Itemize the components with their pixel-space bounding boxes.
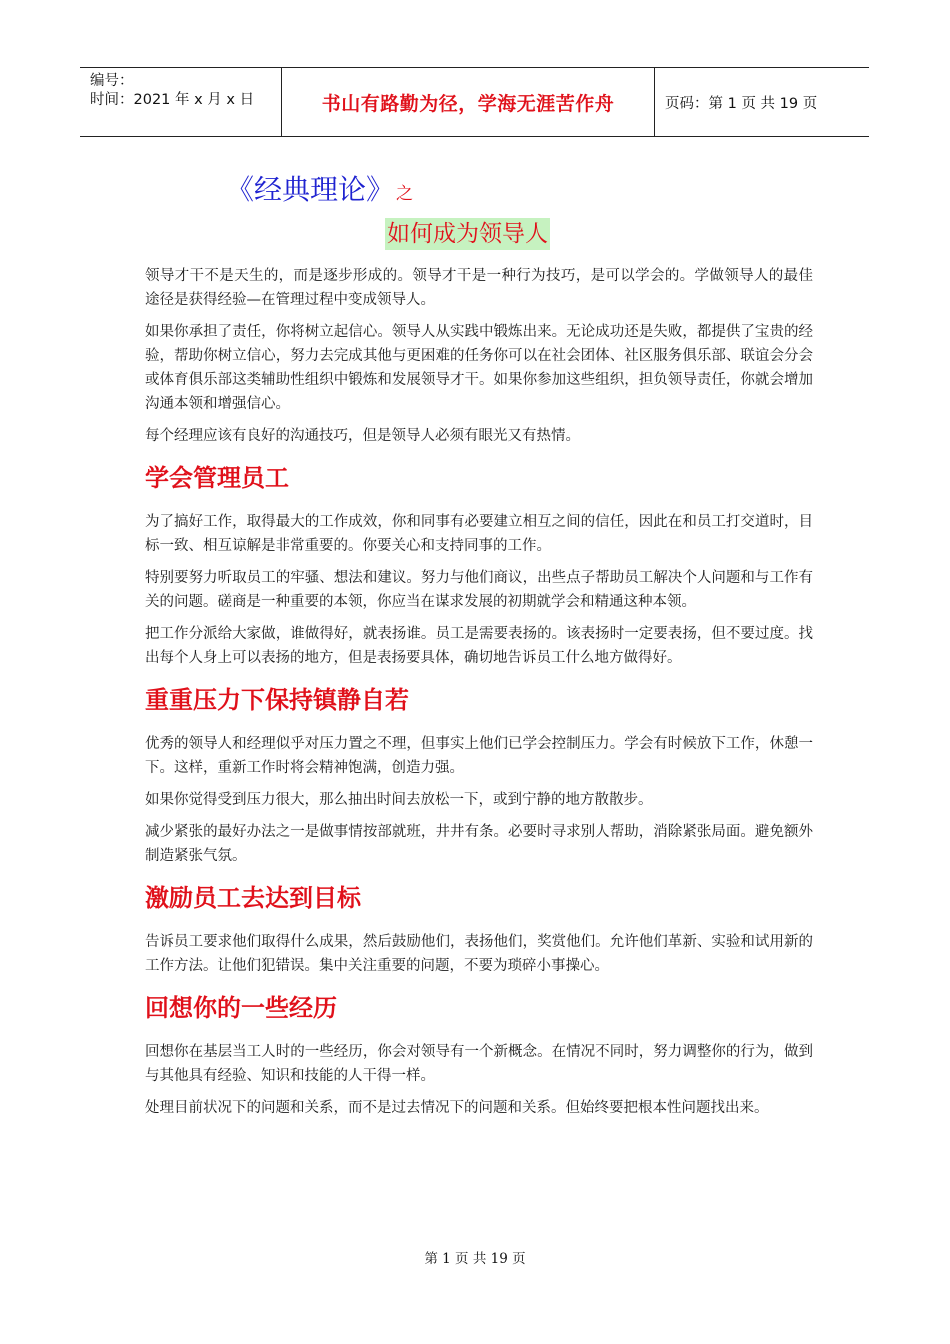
- document-title: [226, 168, 413, 208]
- header-page-info-cell: [655, 68, 869, 136]
- section-heading: 激励员工去达到目标: [145, 884, 361, 912]
- intro-paragraph: 领导才干不是天生的，而是逐步形成的。领导才干是一种行为技巧，是可以学会的。学做领导人的最佳 途径是获得经验—在管理过程中变成领导人。: [145, 268, 813, 308]
- section-paragraph: 把工作分派给大家做，谁做得好，就表扬谁。员工是需要表扬的。该表扬时一定要表扬，但不要过度。找出每个人身上可以表扬的地方，但是表扬要具体，确切地告诉员工什么地方做得好。: [145, 626, 813, 666]
- section-heading: 学会管理员工: [145, 464, 289, 492]
- intro-paragraph: 每个经理应该有良好的沟通技巧，但是领导人必须有眼光又有热情。: [145, 428, 580, 444]
- intro-paragraph: 如果你承担了责任，你将树立起信心。领导人从实践中锻炼出来。无论成功还是失败，都提供了宝贵的经验，帮助你树立信心，努力去完成其他与更困难的任务你可以在社会团体、社区服务俱乐部、联谊会分会或体育俱乐部这类辅助性组织中锻炼和发展领导才干。如果你参加这些组织，担负领导责任，你就会增加沟通本领和增强信心。: [145, 324, 813, 412]
- title-suffix: 之: [396, 184, 414, 204]
- header-table: [80, 67, 869, 137]
- page-footer: 第 1 页 共 19 页: [424, 1251, 526, 1267]
- document-number-label: 编号：: [90, 73, 134, 89]
- section-paragraph: 减少紧张的最好办法之一是做事情按部就班，井井有条。必要时寻求别人帮助，消除紧张局面。避免额外制造紧张气氛。: [145, 824, 813, 864]
- section-paragraph: 告诉员工要求他们取得什么成果，然后鼓励他们，表扬他们，奖赏他们。允许他们革新、实验和试用新的工作方法。让他们犯错误。集中关注重要的问题，不要为琐碎小事操心。: [145, 934, 813, 974]
- header-motto-cell: [282, 68, 655, 136]
- section-heading: 重重压力下保持镇静自若: [145, 686, 409, 714]
- header-motto: 书山有路勤为径，学海无涯苦作舟: [321, 92, 615, 115]
- section-paragraph: 如果你觉得受到压力很大，那么抽出时间去放松一下，或到宁静的地方散散步。: [145, 792, 653, 808]
- document-date-label: 时间：2021 年 x 月 x 日: [90, 92, 255, 108]
- section-paragraph: 优秀的领导人和经理似乎对压力置之不理，但事实上他们已学会控制压力。学会有时候放下工作，休憩一下。这样，重新工作时将会精神饱满，创造力强。: [145, 736, 813, 776]
- section-paragraph: 为了搞好工作，取得最大的工作成效，你和同事有必要建立相互之间的信任，因此在和员工打交道时，目标一致、相互谅解是非常重要的。你要关心和支持同事的工作。: [145, 514, 813, 554]
- document-body: [145, 264, 813, 1128]
- header-left-cell: [80, 68, 282, 136]
- section-paragraph: 处理目前状况下的问题和关系，而不是过去情况下的问题和关系。但始终要把根本性问题找出来。: [145, 1100, 769, 1116]
- section-heading: 回想你的一些经历: [145, 994, 337, 1022]
- document-subtitle: 如何成为领导人: [385, 218, 550, 250]
- header-page-info: 页码：第 1 页 共 19 页: [665, 95, 818, 112]
- title-main: 《经典理论》: [226, 173, 395, 206]
- section-paragraph: 特别要努力听取员工的牢骚、想法和建议。努力与他们商议，出些点子帮助员工解决个人问题和与工作有关的问题。磋商是一种重要的本领，你应当在谋求发展的初期就学会和精通这种本领。: [145, 570, 813, 610]
- section-paragraph: 回想你在基层当工人时的一些经历，你会对领导有一个新概念。在情况不同时，努力调整你的行为，做到与其他具有经验、知识和技能的人干得一样。: [145, 1044, 813, 1084]
